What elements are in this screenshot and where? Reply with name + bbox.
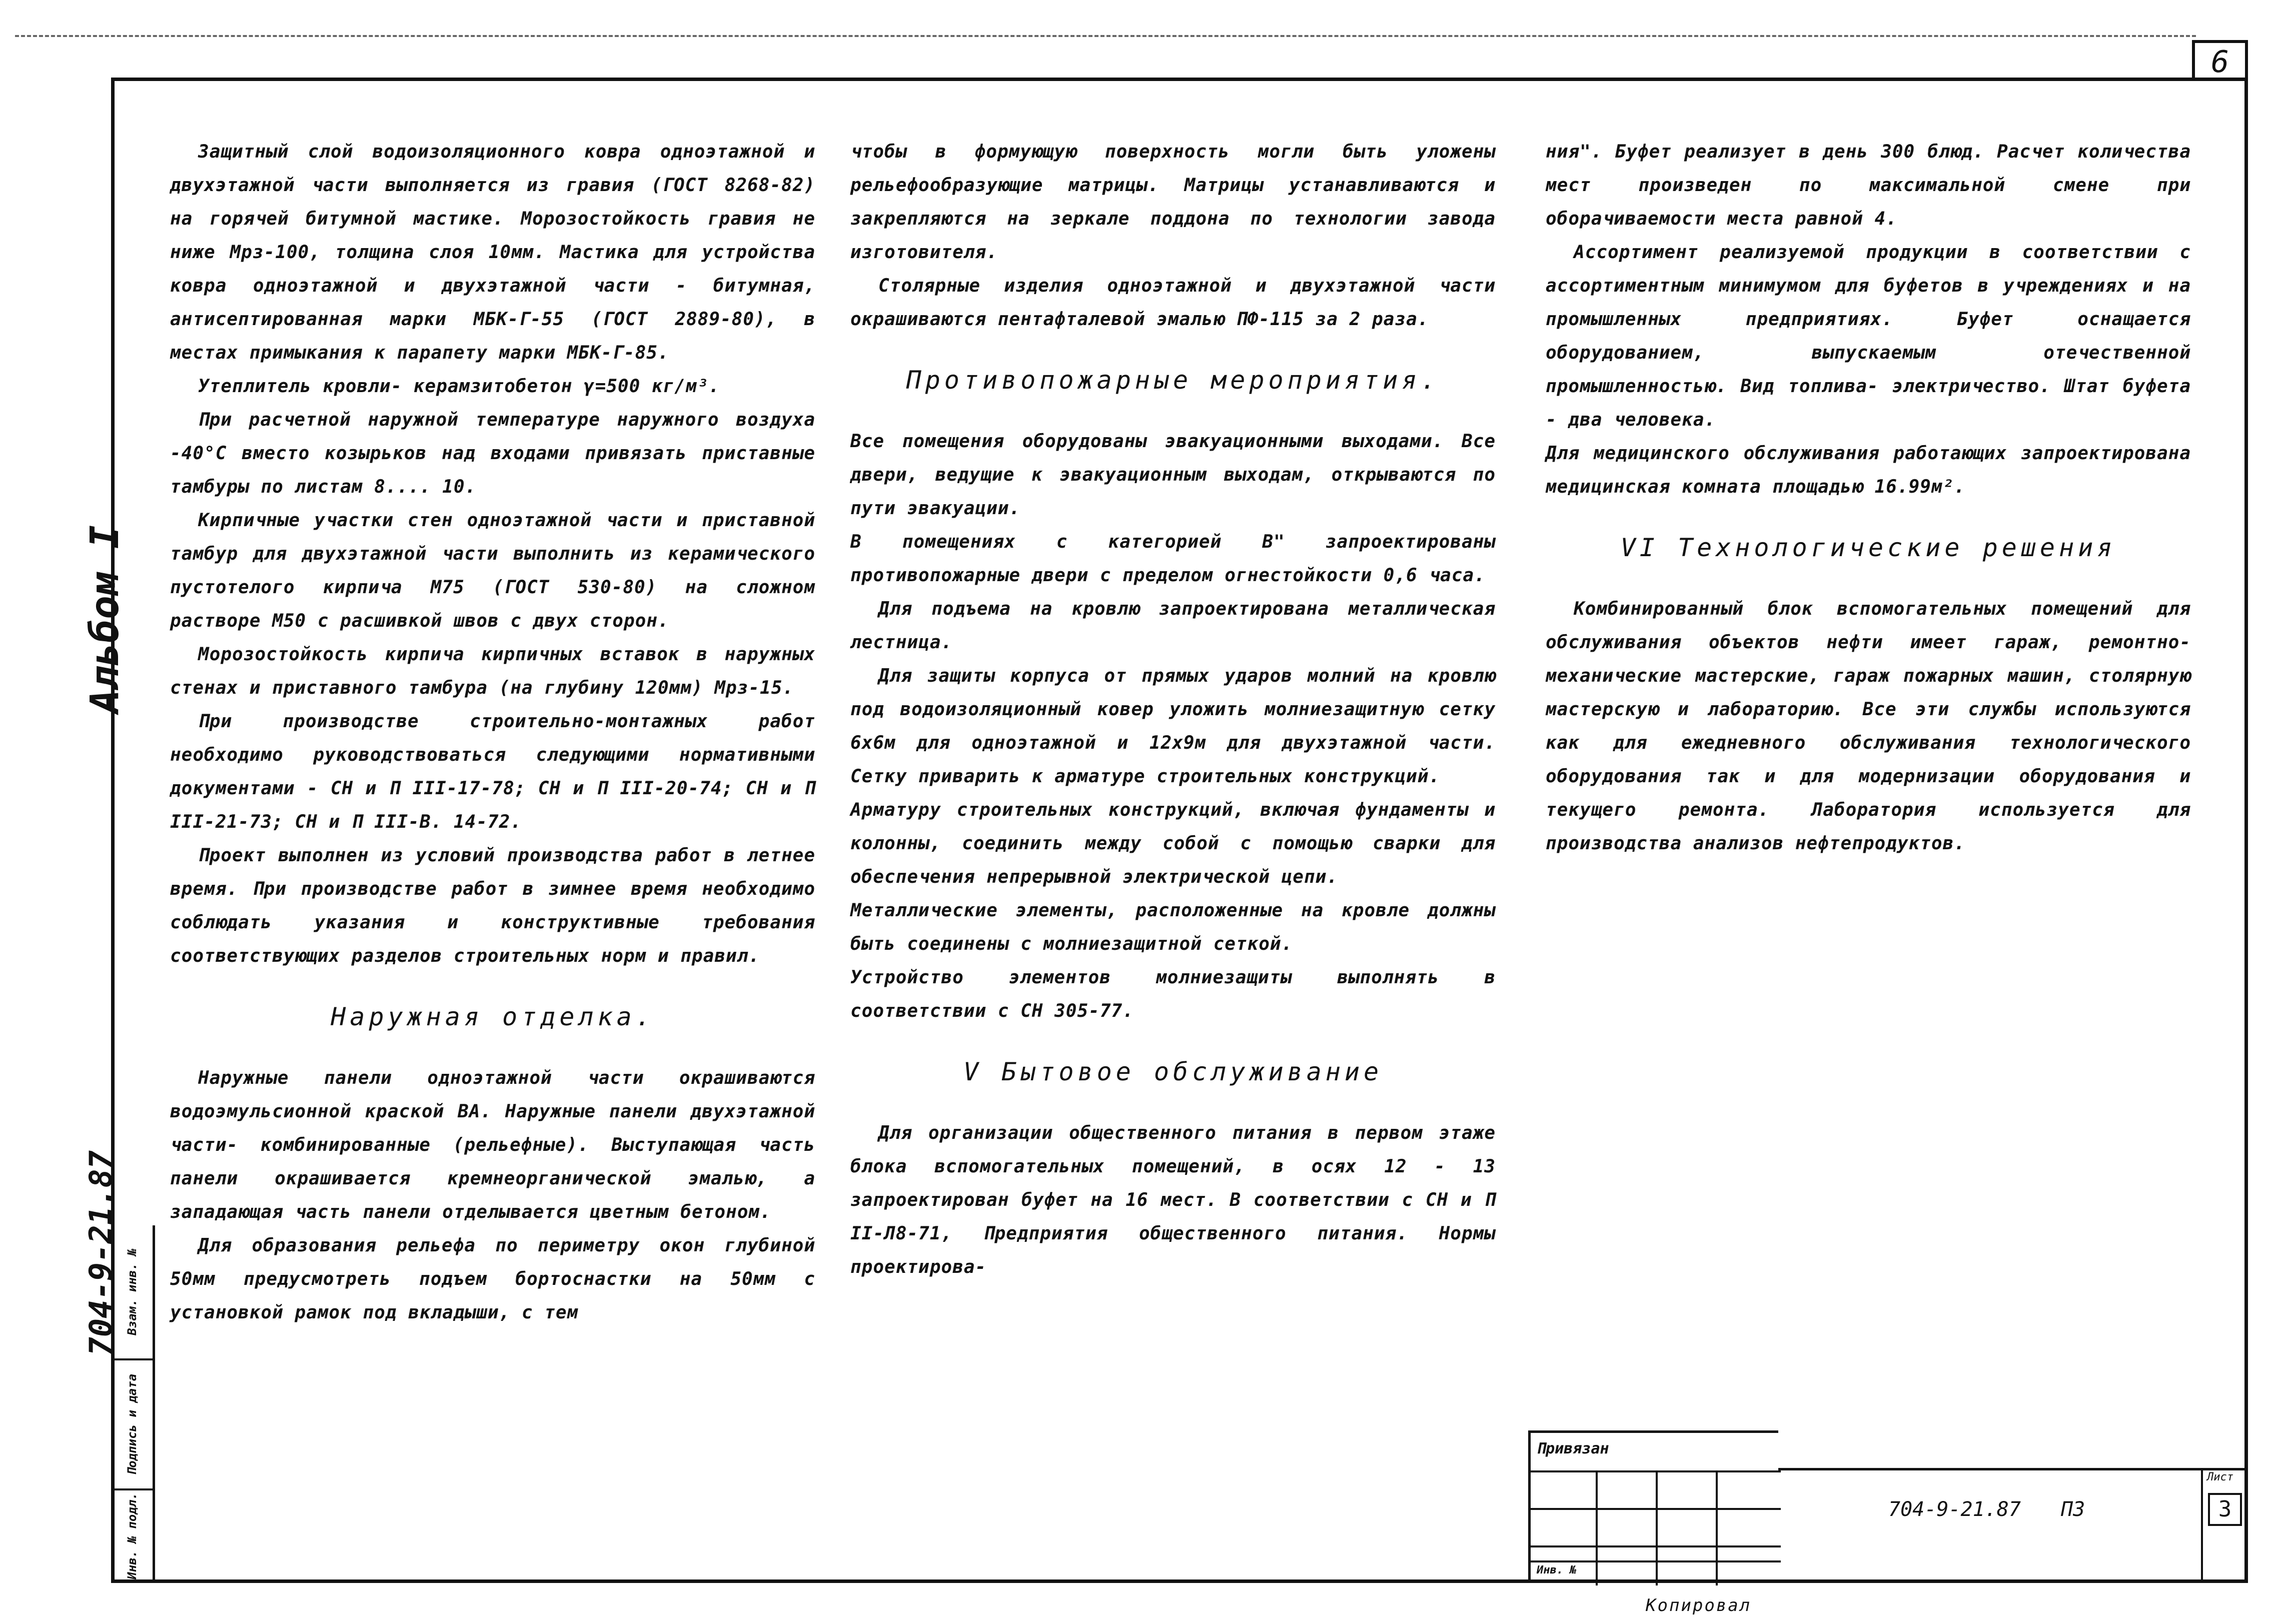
paragraph: Для организации общественного питания в первом этаже блока вспомогательных помещений, в осях 12 - 13 запроектирован буфет на 16 мест. В соответствии с СН и П II-Л8-71, Предприятия общественного питания. Нормы проектирова- [850, 1123, 1496, 1277]
title-block [1528, 1430, 2248, 1583]
top-dashed-line [15, 35, 2196, 37]
paragraph: чтобы в формующую поверхность могли быть уложены рельефообразующие матрицы. Матрицы устанавливаются и закрепляются на зеркале поддона по технологии завода изготовителя. [850, 142, 1496, 263]
paragraph: Комбинированный блок вспомогательных помещений для обслуживания объектов нефти имеет гараж, ремонтно-механические мастерские, гараж пожарных машин, столярную мастерскую и лабораторию. Все эти службы используются как для ежедневного обслуживания технологического оборудования так и для модернизации оборудования и текущего ремонта. Лаборатория используется для производства анализов нефтепродуктов. [1546, 599, 2191, 854]
paragraph: Для защиты корпуса от прямых ударов молний на кровлю под водоизоляционный ковер уложить молниезащитную сетку 6х6м для одноэтажной и 12х9м для двухэтажной части. Сетку приварить к арматуре строительных конструкций. [850, 666, 1496, 787]
paragraph: Столярные изделия одноэтажной и двухэтажной части окрашиваются пентафталевой эмалью ПФ-115 за 2 раза. [850, 276, 1496, 330]
document-section: ПЗ [2061, 1498, 2085, 1521]
paragraph: Утеплитель кровли- керамзитобетон γ=500 кг/м³. [198, 376, 720, 397]
vertical-project-code: 704-9-21.87 [83, 1150, 119, 1356]
binding-grid [1528, 1430, 1778, 1583]
paragraph: При производстве строительно-монтажных работ необходимо руководствоваться следующими нормативными документами - СН и П III-17-78; СН и П III-20-74; СН и П III-21-73; СН и П III-В. 14-72. [170, 711, 815, 832]
section-heading: VI Технологические решения [1620, 533, 2116, 562]
paragraph: Наружные панели одноэтажной части окрашиваются водоэмульсионной краской ВА. Наружные панели двухэтажной части- комбинированные (рельефные). Выступающая часть панели окрашивается кремнеорганической эмалью, а западающая часть панели отделывается цветным бетоном. [170, 1068, 815, 1222]
side-stamp-strip [111, 1225, 155, 1583]
paragraph: Устройство элементов молниезащиты выполнять в соответствии с СН 305-77. [850, 967, 1496, 1021]
paragraph: Для образования рельефа по периметру окон глубиной 50мм предусмотреть подъем бортоснастки на 50мм с установкой рамок под вкладыши, с тем [170, 1235, 815, 1323]
section-heading: Наружная отделка. [331, 1002, 655, 1031]
text-column-2 [850, 135, 1496, 1284]
sheet-number: 6 [2192, 40, 2248, 81]
sheet-label: Лист [2207, 1471, 2233, 1483]
text-column-1 [170, 135, 815, 1329]
album-label: Альбом I [83, 525, 128, 713]
paragraph: Кирпичные участки стен одноэтажной части и приставной тамбур для двухэтажной части выполнить из керамического пустотелого кирпича М75 (ГОСТ 530-80) на сложном растворе М50 с расшивкой швов с двух сторон. [170, 510, 815, 631]
sheet-value: 3 [2208, 1493, 2242, 1526]
copied-label: Копировал [1646, 1595, 1752, 1615]
paragraph: Морозостойкость кирпича кирпичных вставок в наружных стенах и приставного тамбура (на глубину 120мм) Мрз-15. [170, 644, 815, 698]
paragraph: Все помещения оборудованы эвакуационными выходами. Все двери, ведущие к эвакуационным выходам, открываются по пути эвакуации. [850, 431, 1496, 519]
paragraph: Ассортимент реализуемой продукции в соответствии с ассортиментным минимумом для буфетов в учреждениях и на промышленных предприятиях. Буфет оснащается оборудованием, выпускаемым отечественной промышленностью. Вид топлива- электричество. Штат буфета - два человека. [1546, 242, 2191, 430]
side-cell-replaced-inv: Взам. инв. № [111, 1225, 153, 1360]
document-code: 704-9-21.87 [1888, 1498, 2021, 1521]
paragraph: Защитный слой водоизоляционного ковра одноэтажной и двухэтажной части выполняется из гравия (ГОСТ 8268-82) на горячей битумной мастике. Морозостойкость гравия не ниже Мрз-100, толщина слоя 10мм. Мастика для устройства ковра одноэтажной и двухэтажной части - битумная, антисептированная марки МБК-Г-55 (ГОСТ 2889-80), в местах примыкания к парапету марки МБК-Г-85. [170, 142, 815, 363]
section-heading: Противопожарные мероприятия. [906, 366, 1440, 395]
paragraph: Проект выполнен из условий производства работ в летнее время. При производстве работ в зимнее время необходимо соблюдать указания и конструктивные требования соответствующих разделов строительных норм и правил. [170, 845, 815, 966]
section-heading: V Бытовое обслуживание [963, 1057, 1383, 1086]
grid-line [1716, 1470, 1718, 1585]
side-cell-inv-original: Инв. № подл. [111, 1490, 153, 1583]
paragraph: В помещениях с категорией В" запроектированы противопожарные двери с пределом огнестойкости 0,6 часа. [850, 532, 1496, 586]
inv-number-label: Инв. № [1537, 1564, 1577, 1576]
grid-line [1656, 1470, 1658, 1585]
paragraph: Металлические элементы, расположенные на кровле должны быть соединены с молниезащитной сеткой. [850, 900, 1496, 954]
paragraph: ния". Буфет реализует в день 300 блюд. Расчет количества мест произведен по максимальной смене при оборачиваемости места равной 4. [1546, 142, 2191, 229]
paragraph: Для медицинского обслуживания работающих запроектирована медицинская комната площадью 16.99м². [1546, 443, 2191, 497]
text-column-3 [1546, 135, 2191, 860]
bound-label: Привязан [1537, 1440, 1609, 1457]
sheet-cell [2201, 1468, 2248, 1583]
paragraph: При расчетной наружной температуре наружного воздуха -40°С вместо козырьков над входами привязать приставные тамбуры по листам 8.... 10. [170, 410, 815, 497]
paragraph: Для подъема на кровлю запроектирована металлическая лестница. [850, 599, 1496, 653]
grid-line [1596, 1470, 1598, 1585]
paragraph: Арматуру строительных конструкций, включая фундаменты и колонны, соединить между собой с помощью сварки для обеспечения непрерывной электрической цепи. [850, 800, 1496, 887]
side-cell-signature-date: Подпись и дата [111, 1360, 153, 1490]
title-block-line [1778, 1468, 2248, 1470]
